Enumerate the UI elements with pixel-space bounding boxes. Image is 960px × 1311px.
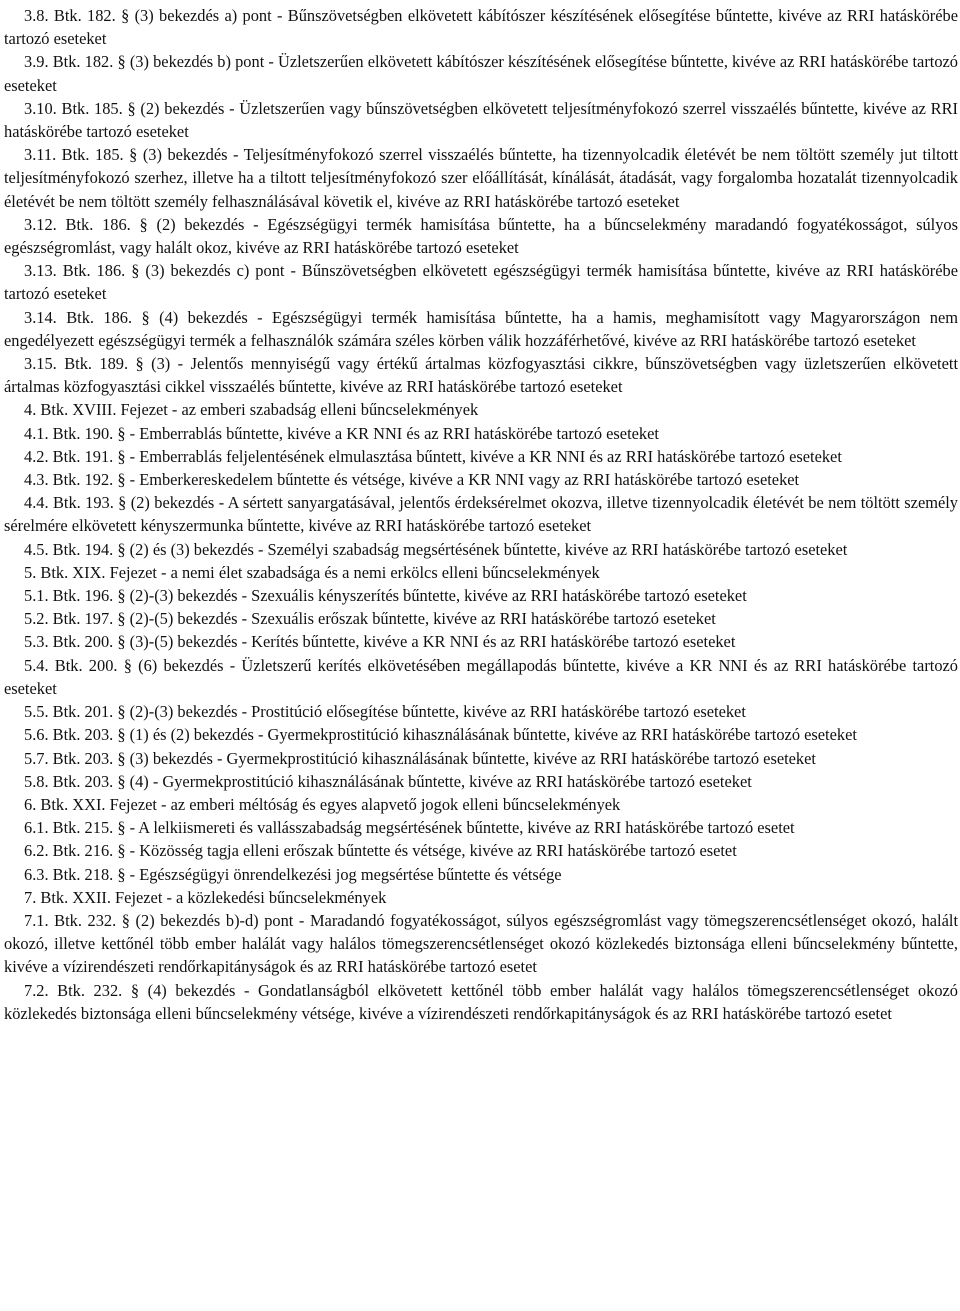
list-item: 3.9. Btk. 182. § (3) bekezdés b) pont - Üzletszerűen elkövetett kábítószer készítésének elősegítése bűntette, kivéve az RRI hatáskörébe tartozó eseteket (4, 52, 958, 95)
chapter-heading: 5. Btk. XIX. Fejezet - a nemi élet szabadsága és a nemi erkölcs elleni bűncselekmények (24, 562, 600, 582)
list-item: 5.7. Btk. 203. § (3) bekezdés - Gyermekprostitúció kihasználásának bűntette, kivéve az RRI hatáskörébe tartozó eseteket (24, 748, 816, 768)
list-item: 6.2. Btk. 216. § - Közösség tagja elleni erőszak bűntette és vétsége, kivéve az RRI hatáskörébe tartozó esetet (24, 841, 737, 861)
list-item: 3.10. Btk. 185. § (2) bekezdés - Üzletszerűen vagy bűnszövetségben elkövetett teljesítményfokozó szerrel visszaélés bűntette, kivéve az RRI hatáskörébe tartozó eseteket (4, 98, 958, 142)
list-item: 7.2. Btk. 232. § (4) bekezdés - Gondatlanságból elkövetett kettőnél több ember halálát vagy halálos tömegszerencsétlenséget okozó közlekedés biztonsága elleni bűncselekmény vétsége, kivéve a vízirendészeti rendőrkapitányságok és az RRI hatáskörébe tartozó esetet (4, 980, 958, 1023)
list-item: 5.5. Btk. 201. § (2)-(3) bekezdés - Prostitúció elősegítése bűntette, kivéve az RRI hatáskörébe tartozó eseteket (24, 702, 746, 722)
list-item: 4.1. Btk. 190. § - Emberrablás bűntette, kivéve a KR NNI és az RRI hatáskörébe tartozó eseteket (24, 423, 659, 443)
list-item: 7.1. Btk. 232. § (2) bekezdés b)-d) pont - Maradandó fogyatékosságot, súlyos egészségromlást vagy tömegszerencsétlenséget okozó, halált okozó, illetve kettőnél több ember halálát vagy halálos tömegszerencsétlenséget okozó közlekedés biztonsága elleni bűncselekmény bűntette, kivéve a vízirendészeti rendőrkapitányságok és az RRI hatáskörébe tartozó esetet (4, 910, 958, 977)
list-item: 5.8. Btk. 203. § (4) - Gyermekprostitúció kihasználásának bűntette, kivéve az RRI hatáskörébe tartozó eseteket (24, 771, 752, 791)
chapter-heading: 7. Btk. XXII. Fejezet - a közlekedési bűncselekmények (24, 887, 387, 907)
list-item: 5.1. Btk. 196. § (2)-(3) bekezdés - Szexuális kényszerítés bűntette, kivéve az RRI hatáskörébe tartozó eseteket (24, 586, 747, 606)
list-item: 4.2. Btk. 191. § - Emberrablás feljelentésének elmulasztása bűntett, kivéve a KR NNI és az RRI hatáskörébe tartozó eseteket (24, 446, 842, 466)
list-item: 3.12. Btk. 186. § (2) bekezdés - Egészségügyi termék hamisítása bűntette, ha a bűncselekmény maradandó fogyatékosságot, súlyos egészségromlást, vagy halált okoz, kivéve az RRI hatáskörébe tartozó eseteket (4, 214, 958, 258)
list-item: 6.1. Btk. 215. § - A lelkiismereti és vallásszabadság megsértésének bűntette, kivéve az RRI hatáskörébe tartozó esetet (24, 818, 795, 838)
list-item: 5.6. Btk. 203. § (1) és (2) bekezdés - Gyermekprostitúció kihasználásának bűntette, kivéve az RRI hatáskörébe tartozó eseteket (24, 725, 857, 745)
list-item: 3.11. Btk. 185. § (3) bekezdés - Teljesítményfokozó szerrel visszaélés bűntette, ha tizennyolcadik életévét be nem töltött személy jut tiltott teljesítményfokozó szerhez, illetve ha a tiltott teljesítményfokozó szer előállítását, kínálását, átadását, vagy forgalomba hozatalát tizennyolcadik életévét be nem töltött személy felhasználásával követik el, kivéve az RRI hatáskörébe tartozó eseteket (4, 145, 958, 211)
list-item: 5.3. Btk. 200. § (3)-(5) bekezdés - Kerítés bűntette, kivéve a KR NNI és az RRI hatáskörébe tartozó eseteket (24, 632, 736, 652)
list-item: 3.8. Btk. 182. § (3) bekezdés a) pont - Bűnszövetségben elkövetett kábítószer készítésének elősegítése bűntette, kivéve az RRI hatáskörébe tartozó eseteket (4, 6, 958, 49)
list-item: 6.3. Btk. 218. § - Egészségügyi önrendelkezési jog megsértése bűntette és vétsége (24, 864, 562, 884)
list-item: 3.13. Btk. 186. § (3) bekezdés c) pont - Bűnszövetségben elkövetett egészségügyi termék hamisítása bűntette, kivéve az RRI hatáskörébe tartozó eseteket (4, 261, 958, 304)
list-item: 4.4. Btk. 193. § (2) bekezdés - A sértett sanyargatásával, jelentős érdeksérelmet okozva, illetve tizennyolcadik életévét be nem töltött személy sérelmére elkövetett kényszermunka bűntette, kivéve az RRI hatáskörébe tartozó eseteket (4, 493, 958, 536)
list-item: 5.4. Btk. 200. § (6) bekezdés - Üzletszerű kerítés elkövetésében megállapodás bűntette, kivéve a KR NNI és az RRI hatáskörébe tartozó eseteket (4, 655, 958, 698)
list-item: 3.15. Btk. 189. § (3) - Jelentős mennyiségű vagy értékű ártalmas közfogyasztási cikkre, bűnszövetségben vagy üzletszerűen elkövetett ártalmas közfogyasztási cikkel visszaélés bűntette, kivéve az RRI hatáskörébe tartozó eseteket (4, 354, 958, 397)
list-item: 4.5. Btk. 194. § (2) és (3) bekezdés - Személyi szabadság megsértésének bűntette, kivéve az RRI hatáskörébe tartozó eseteket (24, 539, 848, 559)
list-item: 3.14. Btk. 186. § (4) bekezdés - Egészségügyi termék hamisítása bűntette, ha a hamis, meghamisított vagy Magyarországon nem engedélyezett egészségügyi termék a felhasználók számára széles körben válik hozzáférhetővé, kivéve az RRI hatáskörébe tartozó eseteket (4, 307, 958, 350)
chapter-heading: 6. Btk. XXI. Fejezet - az emberi méltóság és egyes alapvető jogok elleni bűncselekmények (24, 794, 621, 814)
list-item: 5.2. Btk. 197. § (2)-(5) bekezdés - Szexuális erőszak bűntette, kivéve az RRI hatáskörébe tartozó eseteket (24, 609, 716, 629)
list-item: 4.3. Btk. 192. § - Emberkereskedelem bűntette és vétsége, kivéve a KR NNI vagy az RRI hatáskörébe tartozó eseteket (24, 470, 800, 490)
chapter-heading: 4. Btk. XVIII. Fejezet - az emberi szabadság elleni bűncselekmények (24, 400, 479, 420)
